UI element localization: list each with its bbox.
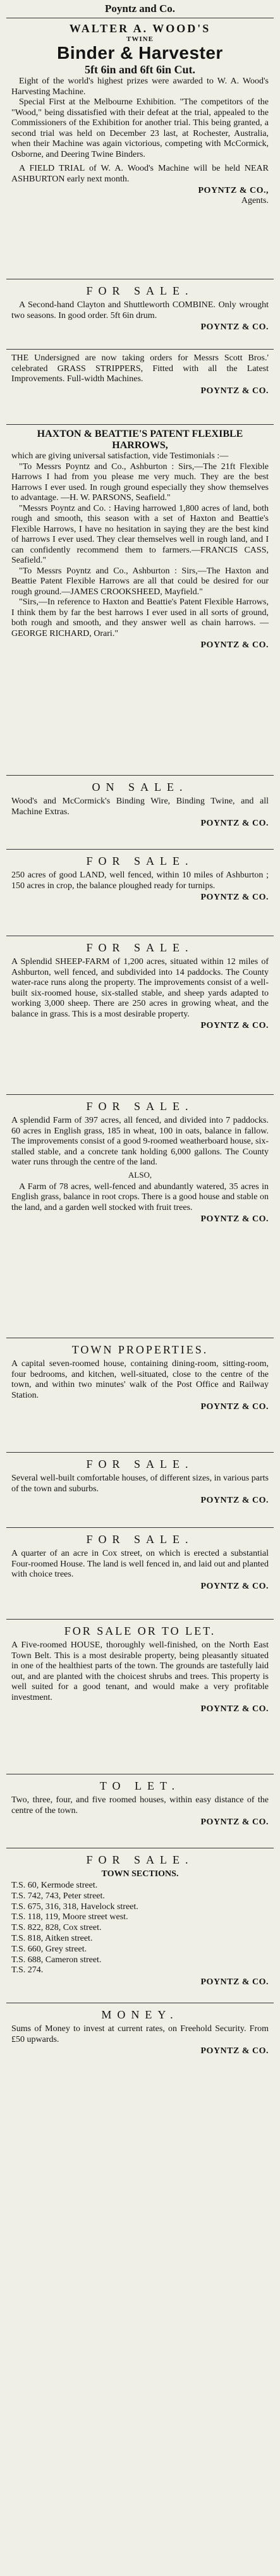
ad-harrows-t3: "To Messrs Poyntz and Co., Ashburton : Sirs,—The Haxton and Beattie Patent Flexible Harrows are all that could be desired for our rough ground.—JAMES CROOKSHEED, Mayfield." [11, 566, 269, 597]
ad-harrows-intro: which are giving universal satisfaction, vide Testimonials :— [11, 451, 229, 461]
ad-land-sale [6, 850, 274, 936]
ad-on-sale [6, 776, 274, 850]
ad-grass-strippers [6, 350, 274, 425]
ad-sections-list [11, 1881, 269, 1976]
ad-combine-heading: FOR SALE. [86, 284, 194, 297]
ad-town-body: A capital seven-roomed house, containing dining-room, sitting-room, four bedrooms, and kitchen, well-situated, close to the centre of the town, and within two minutes' walk of the Post Office and Railway Station. [11, 1359, 269, 1400]
ad-saleorlet-sig: POYNTZ & CO. [200, 1704, 269, 1714]
ad-farm397-also: ALSO, [128, 1169, 152, 1180]
ad-land-heading: FOR SALE. [86, 855, 194, 867]
ad-wood-binder [6, 18, 274, 279]
list-item: T.S. 675, 316, 318, Havelock street. [11, 1901, 138, 1912]
list-item: T.S. 822, 828, Cox street. [11, 1923, 102, 1933]
ad-houses-sale [6, 1453, 274, 1528]
ad-money-heading: MONEY. [101, 2008, 179, 2021]
ad-money [6, 2003, 274, 2077]
ad-cox-street [6, 1528, 274, 1620]
ad-strippers-body: THE Undersigned are now taking orders for Messrs Scott Bros.' celebrated GRASS STRIPPERS, Fitted with all the Latest Improvements. Full-width Machines. [11, 353, 269, 384]
ad-harrows-sig: POYNTZ & CO. [200, 640, 269, 650]
newspaper-column [6, 0, 274, 2077]
ad-wood-p1: Eight of the world's highest prizes were awarded to W. A. Wood's Harvesting Machine. [11, 76, 269, 97]
ad-farm397-body: A splendid Farm of 397 acres, all fenced, and divided into 7 paddocks. 60 acres in English grass, 185 in wheat, 100 in oats, balance in fallow. The improvements consist of a good 9-roomed weatherboard house, six-stalled stable, and a concrete tank holding 6,000 gallons. The County water runs through the centre of the land. [11, 1116, 269, 1168]
ad-money-sig: POYNTZ & CO. [200, 2046, 269, 2056]
list-item: T.S. 118, 119, Moore street west. [11, 1912, 128, 1922]
ad-houses-sig: POYNTZ & CO. [200, 1496, 269, 1506]
ad-land-sig: POYNTZ & CO. [200, 893, 269, 903]
ad-sale-or-let [6, 1620, 274, 1774]
ad-sections-heading: FOR SALE. [86, 1853, 194, 1866]
ad-farm397-heading: FOR SALE. [86, 1100, 194, 1113]
list-item: T.S. 274. [11, 1965, 44, 1975]
ad-combine-sig: POYNTZ & CO. [200, 322, 269, 333]
ad-onsale-heading: ON SALE. [92, 781, 188, 793]
ad-tolet-body: Two, three, four, and five roomed houses, within easy distance of the centre of the town. [11, 1795, 269, 1816]
list-item: T.S. 742, 743, Peter street. [11, 1891, 105, 1901]
ad-houses-body: Several well-built comfortable houses, of different sizes, in various parts of the town and suburbs. [11, 1474, 269, 1494]
ad-town-sig: POYNTZ & CO. [200, 1402, 269, 1412]
ad-tolet-heading: TO LET. [99, 1779, 181, 1792]
ad-to-let [6, 1774, 274, 1848]
ad-wood-sig: POYNTZ & CO., [198, 186, 269, 196]
ad-harrows-title: HAXTON & BEATTIE'S PATENT FLEXIBLE HARROWS, [37, 429, 243, 451]
ad-flexible-harrows [6, 425, 274, 776]
ad-wood-p3: A FIELD TRIAL of W. A. Wood's Machine will be held NEAR ASHBURTON early next month. [11, 164, 269, 184]
ad-saleorlet-body: A Five-roomed HOUSE, thoroughly well-finished, on the North East Town Belt. This is a most desirable property, being pleasantly situated in one of the healthiest parts of the town. The grounds are tastefully laid out, and are planted with the choicest shrubs and trees. This property is well suited for a good tenant, and would make a very profitable investment. [11, 1640, 269, 1702]
ad-sections-sub: TOWN SECTIONS. [101, 1869, 179, 1879]
ad-farm-397 [6, 1095, 274, 1338]
ad-farm397-body2: A Farm of 78 acres, well-fenced and abundantly watered, 35 acres in English grass, balance in root crops. There is a good house and stable on the land, and a garden well stocked with fruit trees. [11, 1181, 269, 1212]
ad-wood-twine: TWINE [126, 35, 154, 43]
column-header: Poyntz and Co. [6, 1, 274, 18]
ad-wood-p2: Special First at the Melbourne Exhibition. "The competitors of the "Wood," being dissatisfied with their defeat at the trial, appealed to the Commissioners of the Exhibition for another trial. This being granted, a second trial was held on December 23 last, at Rochester, Australia, when their Machine was again victorious, competing with McCormick, Osborne, and Deering Twine Binders. [11, 97, 269, 159]
ad-wood-sig2: Agents. [241, 196, 269, 206]
ad-harrows-t2: "Messrs Poyntz and Co. : Having harrowed 1,800 acres of land, both rough and smooth, this season with a set of Haxton and Beattie's Flexible Harrows, I have no hesitation in saying they are the best kind of harrows I ever used. They clear themselves well in rough land, and I can confidently recommend them to farmers.—FRANCIS CASS, Seafield." [11, 503, 269, 566]
list-item: T.S. 818, Aitken street. [11, 1933, 93, 1943]
ad-land-body: 250 acres of good LAND, well fenced, within 10 miles of Ashburton ; 150 acres in crop, the balance ploughed ready for turnips. [11, 870, 269, 891]
ad-harrows-t1: "To Messrs Poyntz and Co., Ashburton : Sirs,—The 21ft Flexible Harrows I had from you please me very much. They are the best Harrows I ever used. In rough ground especially they show themselves to advantage. —H. W. PARSONS, Seafield." [11, 461, 269, 503]
ad-combine-sale [6, 279, 274, 350]
ad-wood-title: Binder & Harvester [57, 43, 223, 63]
ad-cox-heading: FOR SALE. [86, 1533, 194, 1546]
list-item: T.S. 60, Kermode street. [11, 1881, 98, 1890]
ad-farm397-sig: POYNTZ & CO. [200, 1214, 269, 1224]
ad-cox-sig: POYNTZ & CO. [200, 1581, 269, 1591]
ad-sheep-body: A Splendid SHEEP-FARM of 1,200 acres, situated within 12 miles of Ashburton, well fenced, and subdivided into 14 paddocks. The County water-race runs along the property. The improvements consist of a well-built six-roomed house, six-stalled stable, and sheep yards adapted to working 3,000 sheep. There are 250 acres in growing wheat, and the balance in grass. This is a most desirable property. [11, 957, 269, 1019]
ad-cox-body: A quarter of an acre in Cox street, on which is erected a substantial Four-roomed House. The land is well fenced in, and laid out and planted with choice trees. [11, 1549, 269, 1580]
list-item: T.S. 688, Cameron street. [11, 1955, 102, 1965]
ad-tolet-sig: POYNTZ & CO. [200, 1817, 269, 1828]
ad-wood-subtitle: 5ft 6in and 6ft 6in Cut. [84, 63, 196, 76]
ad-wood-line1: WALTER A. WOOD'S [69, 22, 211, 35]
ad-money-body: Sums of Money to invest at current rates, on Freehold Security. From £50 upwards. [11, 2024, 269, 2044]
ad-strippers-sig: POYNTZ & CO. [200, 386, 269, 396]
ad-sheep-sig: POYNTZ & CO. [200, 1021, 269, 1031]
ad-town-sections [6, 1848, 274, 2003]
ad-sections-sig: POYNTZ & CO. [200, 1977, 269, 1987]
list-item: T.S. 660, Grey street. [11, 1944, 87, 1954]
ad-onsale-body: Wood's and McCormick's Binding Wire, Binding Twine, and all Machine Extras. [11, 797, 269, 817]
ad-houses-heading: FOR SALE. [86, 1458, 194, 1470]
ad-sheep-farm [6, 936, 274, 1095]
ad-saleorlet-heading: FOR SALE OR TO LET. [64, 1625, 216, 1637]
ad-onsale-sig: POYNTZ & CO. [200, 819, 269, 829]
ad-town-heading: TOWN PROPERTIES. [71, 1343, 209, 1356]
ad-combine-body: A Second-hand Clayton and Shuttleworth COMBINE. Only wrought two seasons. In good order. 5ft 6in drum. [11, 300, 269, 320]
ad-town-properties [6, 1338, 274, 1453]
ad-sheep-heading: FOR SALE. [86, 941, 194, 954]
ad-harrows-t4: "Sirs,—In reference to Haxton and Beattie's Patent Flexible Harrows, I think them by far the best harrows I ever used in all sorts of ground, both rough and smooth, and they answer well as chain harrows. —GEORGE RICHARD, Orari." [11, 597, 269, 638]
